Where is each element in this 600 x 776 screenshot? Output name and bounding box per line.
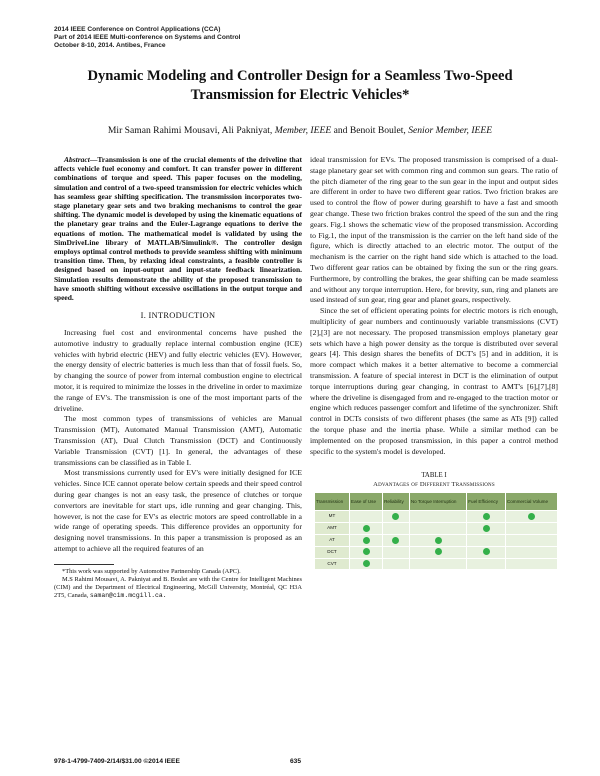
intro-paragraph-5: Since the set of efficient operating points for electric motors is rich enough, multiplicity of gear numbers and continuously variable transmissions (CVT)[2],[3] are not necessary. The proposed transmission employs planetary gear sets which have a high power density as the torque is distributed over several gears [4]. This design shares the benefits of DCT's [5] and in addition, it is more compact which makes it a better alternative to become a commercial transmission. A feature of special interest in DCT is the elimination of output torque interruptions during gear changing, in contrast to AMT's [6],[7],[8] where the driveline is disengaged from and re-engaged to the traction motor or engine which reduces passenger comfort and lifetime of the synchronizer. Shift control in DCTs consists of two different phases (the same as ATs [9]) called the torque phase and the inertia phase. While a similar method can be implemented on the proposed transmission, in this paper a control method specific to the system's model is developed. [310,306,558,456]
table-cell [505,546,557,558]
table-cell [409,534,466,546]
table-header-row [315,493,558,511]
conference-line-1: 2014 IEEE Conference on Control Applications (CCA) [54,26,221,33]
abstract [54,155,302,302]
table-row-label: DCT [315,546,350,558]
table-cell [350,546,383,558]
table-cell [409,546,466,558]
abstract-text: —Transmission is one of the crucial elements of the driveline that affects vehicle fuel economy and comfort. It can transfer power in different combinations of torque and speed. This paper focuses on the modeling, simulation and control of a two-speed transmission for electric vehicles which has seamless gear shifting specification. The transmission incorporates two-stage planetary gear sets and two braking mechanisms to control the gear shifting. The dynamic model is developed by using the kinematic equations of the planetary gear trains and the Euler-Lagrange equations to derive the equations of motion. The mathematical model is validated by using the SimDriveLine library of MATLAB/Simulink®. The controller design employs optimal control methods to provide seamless shifting with minimum transition time. Then, by relaxing ideal constraints, a feasible controller is designed based on input-output and input-state feedback linearization. Simulation results demonstrate the ability of the proposed transmission to have smooth shifting without excessive oscillations in the output torque and speed. [54,155,302,303]
footnote-affiliation-text: M.S Rahimi Mousavi, A. Pakniyat and B. Boulet are with the Centre for Intelligent Machines (CIM) and the Department of Electrical Engineering, McGill University, Montréal, QC H3A 2T5, Canada, [54,575,302,600]
authors-part-2: and Benoit Boulet, [331,125,409,136]
footnote-divider [54,564,114,565]
right-column [310,155,558,570]
footnote-affiliation [54,576,302,600]
paper-title [40,67,560,105]
advantage-mark-icon [435,537,442,544]
advantage-mark-icon [363,525,370,532]
table-cell [467,511,506,523]
copyright-footer: 978-1-4799-7409-2/14/$31.00 ©2014 IEEE [54,758,180,765]
table-cell [383,558,410,570]
table-cell [467,534,506,546]
table-caption: TABLE I [421,472,447,480]
table-row [315,523,558,535]
title-line-1: Dynamic Modeling and Controller Design for a Seamless Two-Speed [87,68,513,84]
table-header-cell: Ease of Use [350,493,383,511]
advantage-mark-icon [435,548,442,555]
table-cell [409,523,466,535]
table-cell [350,523,383,535]
advantage-mark-icon [392,513,399,520]
conference-line-3: October 8-10, 2014. Antibes, France [54,42,166,50]
intro-paragraph-1: Increasing fuel cost and environmental concerns have pushed the automotive industry to gradually replace internal combustion engine (ICE) vehicles with hybrid electric (HEV) and fully electric vehicles (EV). However, the energy density of electric batteries is much less than that of fossil fuels. So, by changing the source of power from internal combustion engine to electrical motor, it is required to minimize the losses in the driveline in order to maximize the range of EV's. The transmission is one of the most important parts of the driveline. [54,328,302,413]
table-cell [505,534,557,546]
table-header-cell: Fuel Efficiency [467,493,506,511]
table-row-label: AMT [315,523,350,535]
table-cell [350,511,383,523]
table-cell [350,534,383,546]
table-cell [505,558,557,570]
transmission-advantages-table [314,492,558,570]
table-row [315,534,558,546]
advantage-mark-icon [483,513,490,520]
intro-paragraph-3: Most transmissions currently used for EV's were initially designed for ICE vehicles. Since ICE cannot operate below certain speeds and their speed control during gear changes is not an easy task, the presence of clutches or torque convertors are inevitable for start ups, idle running and gear changing. This, however, is not the case for EV's as electric motors are speed controllable in a wide range of operating speeds. This difference provides an opportunity for designing novel transmissions. In this paper a transmission is proposed as an attempt to achieve all the required features of an [54,468,302,553]
table-cell [383,523,410,535]
table-cell [383,546,410,558]
footnote [54,568,302,600]
conference-line-2: Part of 2014 IEEE Multi-conference on Systems and Control [54,34,241,42]
advantage-mark-icon [483,525,490,532]
table-cell [467,558,506,570]
table-cell [409,558,466,570]
table-subtitle: Advantages of Different Transmissions [373,481,495,489]
table-row-label: MT [315,511,350,523]
table-row-label: CVT [315,558,350,570]
advantage-mark-icon [363,537,370,544]
table-cell [383,511,410,523]
table-cell [505,523,557,535]
table-row [315,558,558,570]
intro-paragraph-2: The most common types of transmissions of vehicles are Manual Transmission (MT), Automated Manual Transmission (AMT), Automatic Transmission (AT), Dual Clutch Transmission (DCT) and Continuously Variable Transmission (CVT) [1]. In general, the advantages of these transmissions can be classified as in Table I. [54,414,302,467]
advantage-mark-icon [363,548,370,555]
table-cell [505,511,557,523]
table-cell [383,534,410,546]
footnote-funding: *This work was supported by Automotive Partnership Canada (APC). [62,567,241,575]
table-cell [467,546,506,558]
advantage-mark-icon [392,537,399,544]
author-role-2: Senior Member, IEEE [408,125,493,136]
table-cell [467,523,506,535]
advantage-mark-icon [528,513,535,520]
intro-paragraph-4: ideal transmission for EVs. The proposed transmission is comprised of a dual-stage planetary gear set with common ring and common sun gears. The ratio of the pitch diameter of the ring gear to the sun gear in the input and output sides are different in order to have two different gear ratios. Two friction brakes are used to control the flow of power during gearshift to have a fast and smooth gear change. These two friction brakes control the speed of the sun and the ring gears. Fig.1 shows the schematic view of the proposed transmission. According to Fig.1, the input of the transmission is the carrier on the left hand side of the figure, which is directly attached to an electric motor. The output of the mechanism is the carrier on the right hand side which is attached to the load. Two different gear ratios can be obtained by fixing the sun or the ring gears. Furthermore, by controlling the brakes, the gear shifting can be made seamless and without any torque interruption. Here, for brevity, sun, ring and planets are used instead of sun gear, ring gear and planet gears, respectively. [310,155,558,305]
table-row [315,546,558,558]
authors-part-1: Mir Saman Rahimi Mousavi, Ali Pakniyat, [107,125,275,136]
table-header-cell: No Torque Interruption [409,493,466,511]
advantage-mark-icon [363,560,370,567]
title-line-2: Transmission for Electric Vehicles* [190,87,410,103]
author-role-1: Member, IEEE [274,125,332,136]
abstract-label: Abstract [64,155,90,164]
page-number: 635 [290,758,302,765]
left-column [54,155,302,600]
author-email-link[interactable]: saman@cim.mcgill.ca. [89,592,167,600]
table-cell [350,558,383,570]
author-list [40,125,560,137]
conference-header [54,26,241,51]
table-header-cell: Commercial Volume [505,493,557,511]
table-header-cell: Reliability [383,493,410,511]
section-heading-introduction: I. INTRODUCTION [140,311,216,321]
table-cell [409,511,466,523]
table-row [315,511,558,523]
table-body [315,511,558,570]
table-header-cell: Transmission [315,493,350,511]
advantage-mark-icon [483,548,490,555]
table-row-label: AT [315,534,350,546]
